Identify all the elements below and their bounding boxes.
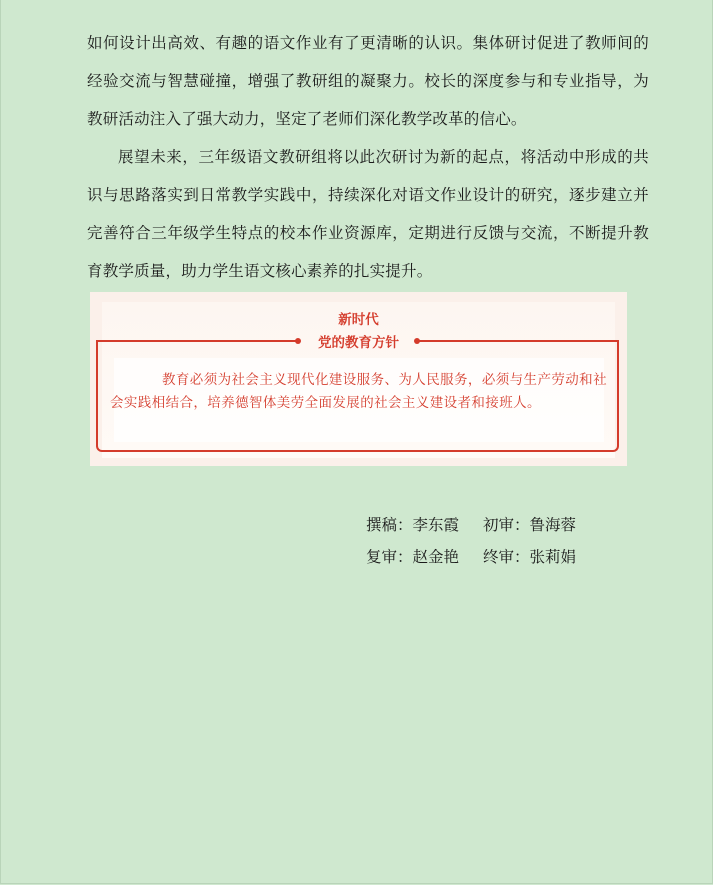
article-paragraph-1: 如何设计出高效、有趣的语文作业有了更清晰的认识。集体研讨促进了教师间的经验交流与智慧碰撞，增强了教研组的凝聚力。校长的深度参与和专业指导，为教研活动注入了强大动力，坚定了老师们深化教学改革的信心。 [87,34,649,128]
credit-row-2 [366,541,576,573]
credit-final-review: 终审：张莉娟 [483,548,577,566]
banner-quote: 教育必须为社会主义现代化建设服务、为人民服务，必须与生产劳动和社会实践相结合，培养德智体美劳全面发展的社会主义建设者和接班人。 [110,372,607,411]
credit-first-review: 初审：鲁海蓉 [483,516,577,534]
education-policy-banner [90,292,627,466]
credits-block [366,509,576,573]
banner-title-line1: 新时代 [338,312,379,328]
article-body [87,24,649,290]
credit-second-review: 复审：赵金艳 [366,548,460,566]
banner-title-line2: 党的教育方针 [318,335,399,351]
credit-row-1 [366,509,576,541]
credit-author: 撰稿：李东霞 [366,516,460,534]
article-paragraph-2: 展望未来，三年级语文教研组将以此次研讨为新的起点，将活动中形成的共识与思路落实到日常教学实践中，持续深化对语文作业设计的研究，逐步建立并完善符合三年级学生特点的校本作业资源库，定期进行反馈与交流，不断提升教育教学质量，助力学生语文核心素养的扎实提升。 [87,148,649,280]
